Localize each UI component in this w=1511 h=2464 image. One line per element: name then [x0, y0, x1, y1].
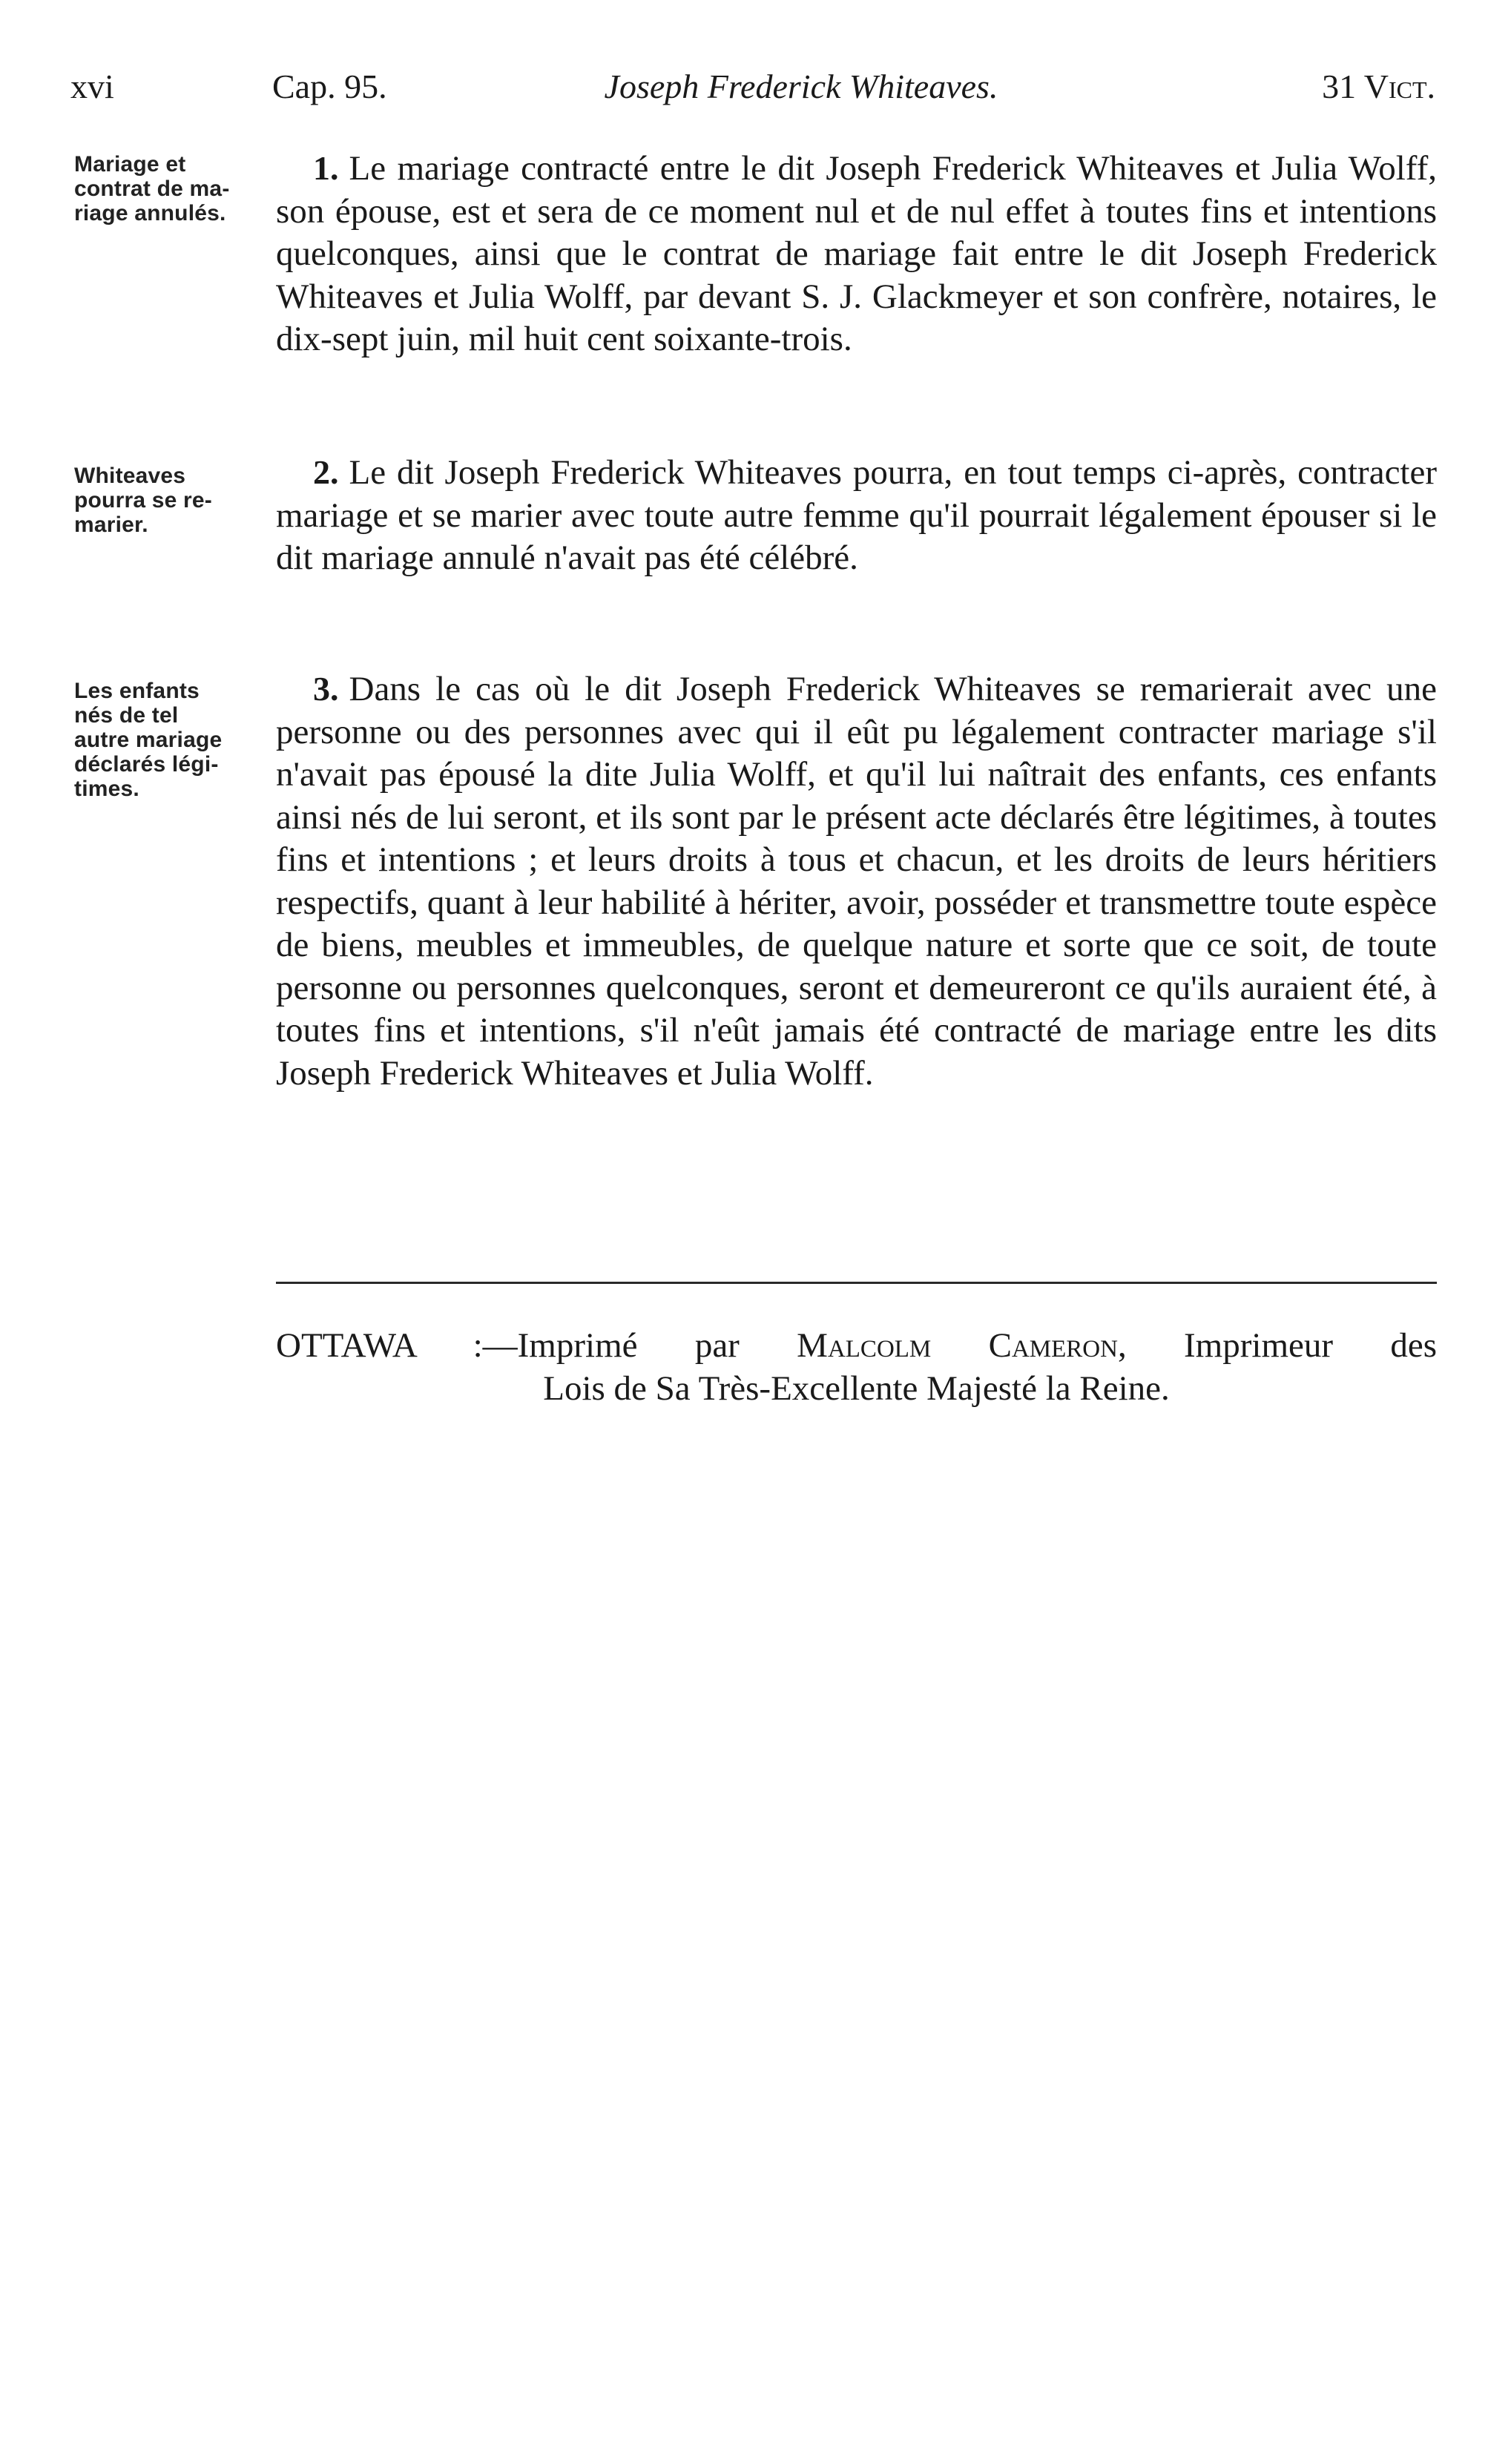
section-number: 3.	[313, 670, 339, 708]
act-title: Joseph Frederick Whiteaves.	[604, 67, 998, 105]
running-header	[70, 61, 1435, 113]
chapter-number: Cap. 95.	[272, 67, 387, 105]
imprint-place: OTTAWA :	[276, 1326, 483, 1365]
page-number: xvi	[70, 67, 114, 105]
imprint-line-1	[276, 1324, 1437, 1367]
margin-note-section-2: Whiteaves pourra se re- marier.	[74, 464, 212, 537]
section-text: Dans le cas où le dit Joseph Frederick Whiteaves se remarierait avec une personne ou des personnes avec qui il eût pu légalement contracter mariage s'il n'avait pas épousé la dite Julia Wolff, et qu'il lui naîtrait des enfants, ces enfants ainsi nés de lui seront, et ils sont par le présent acte déclarés être légitimes, à toutes fins et intentions ; et leurs droits à tous et chacun, et les droits de leurs héritiers respectifs, quant à leur habilité à hériter, avoir, posséder et transmettre toute espèce de biens, meubles et immeubles, de quelque nature et sorte que ce soit, de toute personne ou personnes quelconques, seront et demeureront ce qu'ils auraient été, à toutes fins et intentions, s'il n'eût jamais été contracté de mariage entre les dits Joseph Frederick Whiteaves et Julia Wolff.	[276, 670, 1437, 1093]
section-number: 2.	[313, 453, 339, 491]
margin-note-section-1: Mariage et contrat de ma- riage annulés.	[74, 152, 230, 225]
imprint-text-1: —Imprimé par	[482, 1326, 740, 1365]
margin-note-section-3: Les enfants nés de tel autre mariage déclarés légi- times.	[74, 679, 223, 801]
imprint-text-2: , Imprimeur des	[1117, 1326, 1437, 1365]
printer-imprint	[276, 1324, 1437, 1410]
separator-rule	[276, 1282, 1437, 1284]
imprint-line-2: Lois de Sa Très-Excellente Majesté la Reine.	[543, 1369, 1170, 1408]
section-3	[276, 668, 1437, 1095]
section-2	[276, 451, 1437, 580]
section-1	[276, 147, 1437, 361]
section-number: 1.	[313, 149, 339, 187]
regnal-year: 31 Vict.	[1322, 67, 1435, 105]
section-text: Le mariage contracté entre le dit Joseph Frederick Whiteaves et Julia Wolff, son épouse, est et sera de ce moment nul et de nul effet à toutes fins et intentions quelconques, ainsi que le contrat de mariage fait entre le dit Joseph Frederick Whiteaves et Julia Wolff, par devant S. J. Glackmeyer et son confrère, notaires, le dix-sept juin, mil huit cent soixante-trois.	[276, 149, 1437, 358]
imprint-printer: Malcolm Cameron	[797, 1326, 1118, 1365]
section-text: Le dit Joseph Frederick Whiteaves pourra, en tout temps ci-après, contracter mariage et se marier avec toute autre femme qu'il pourrait légalement épouser si le dit mariage annulé n'avait pas été célébré.	[276, 453, 1437, 577]
